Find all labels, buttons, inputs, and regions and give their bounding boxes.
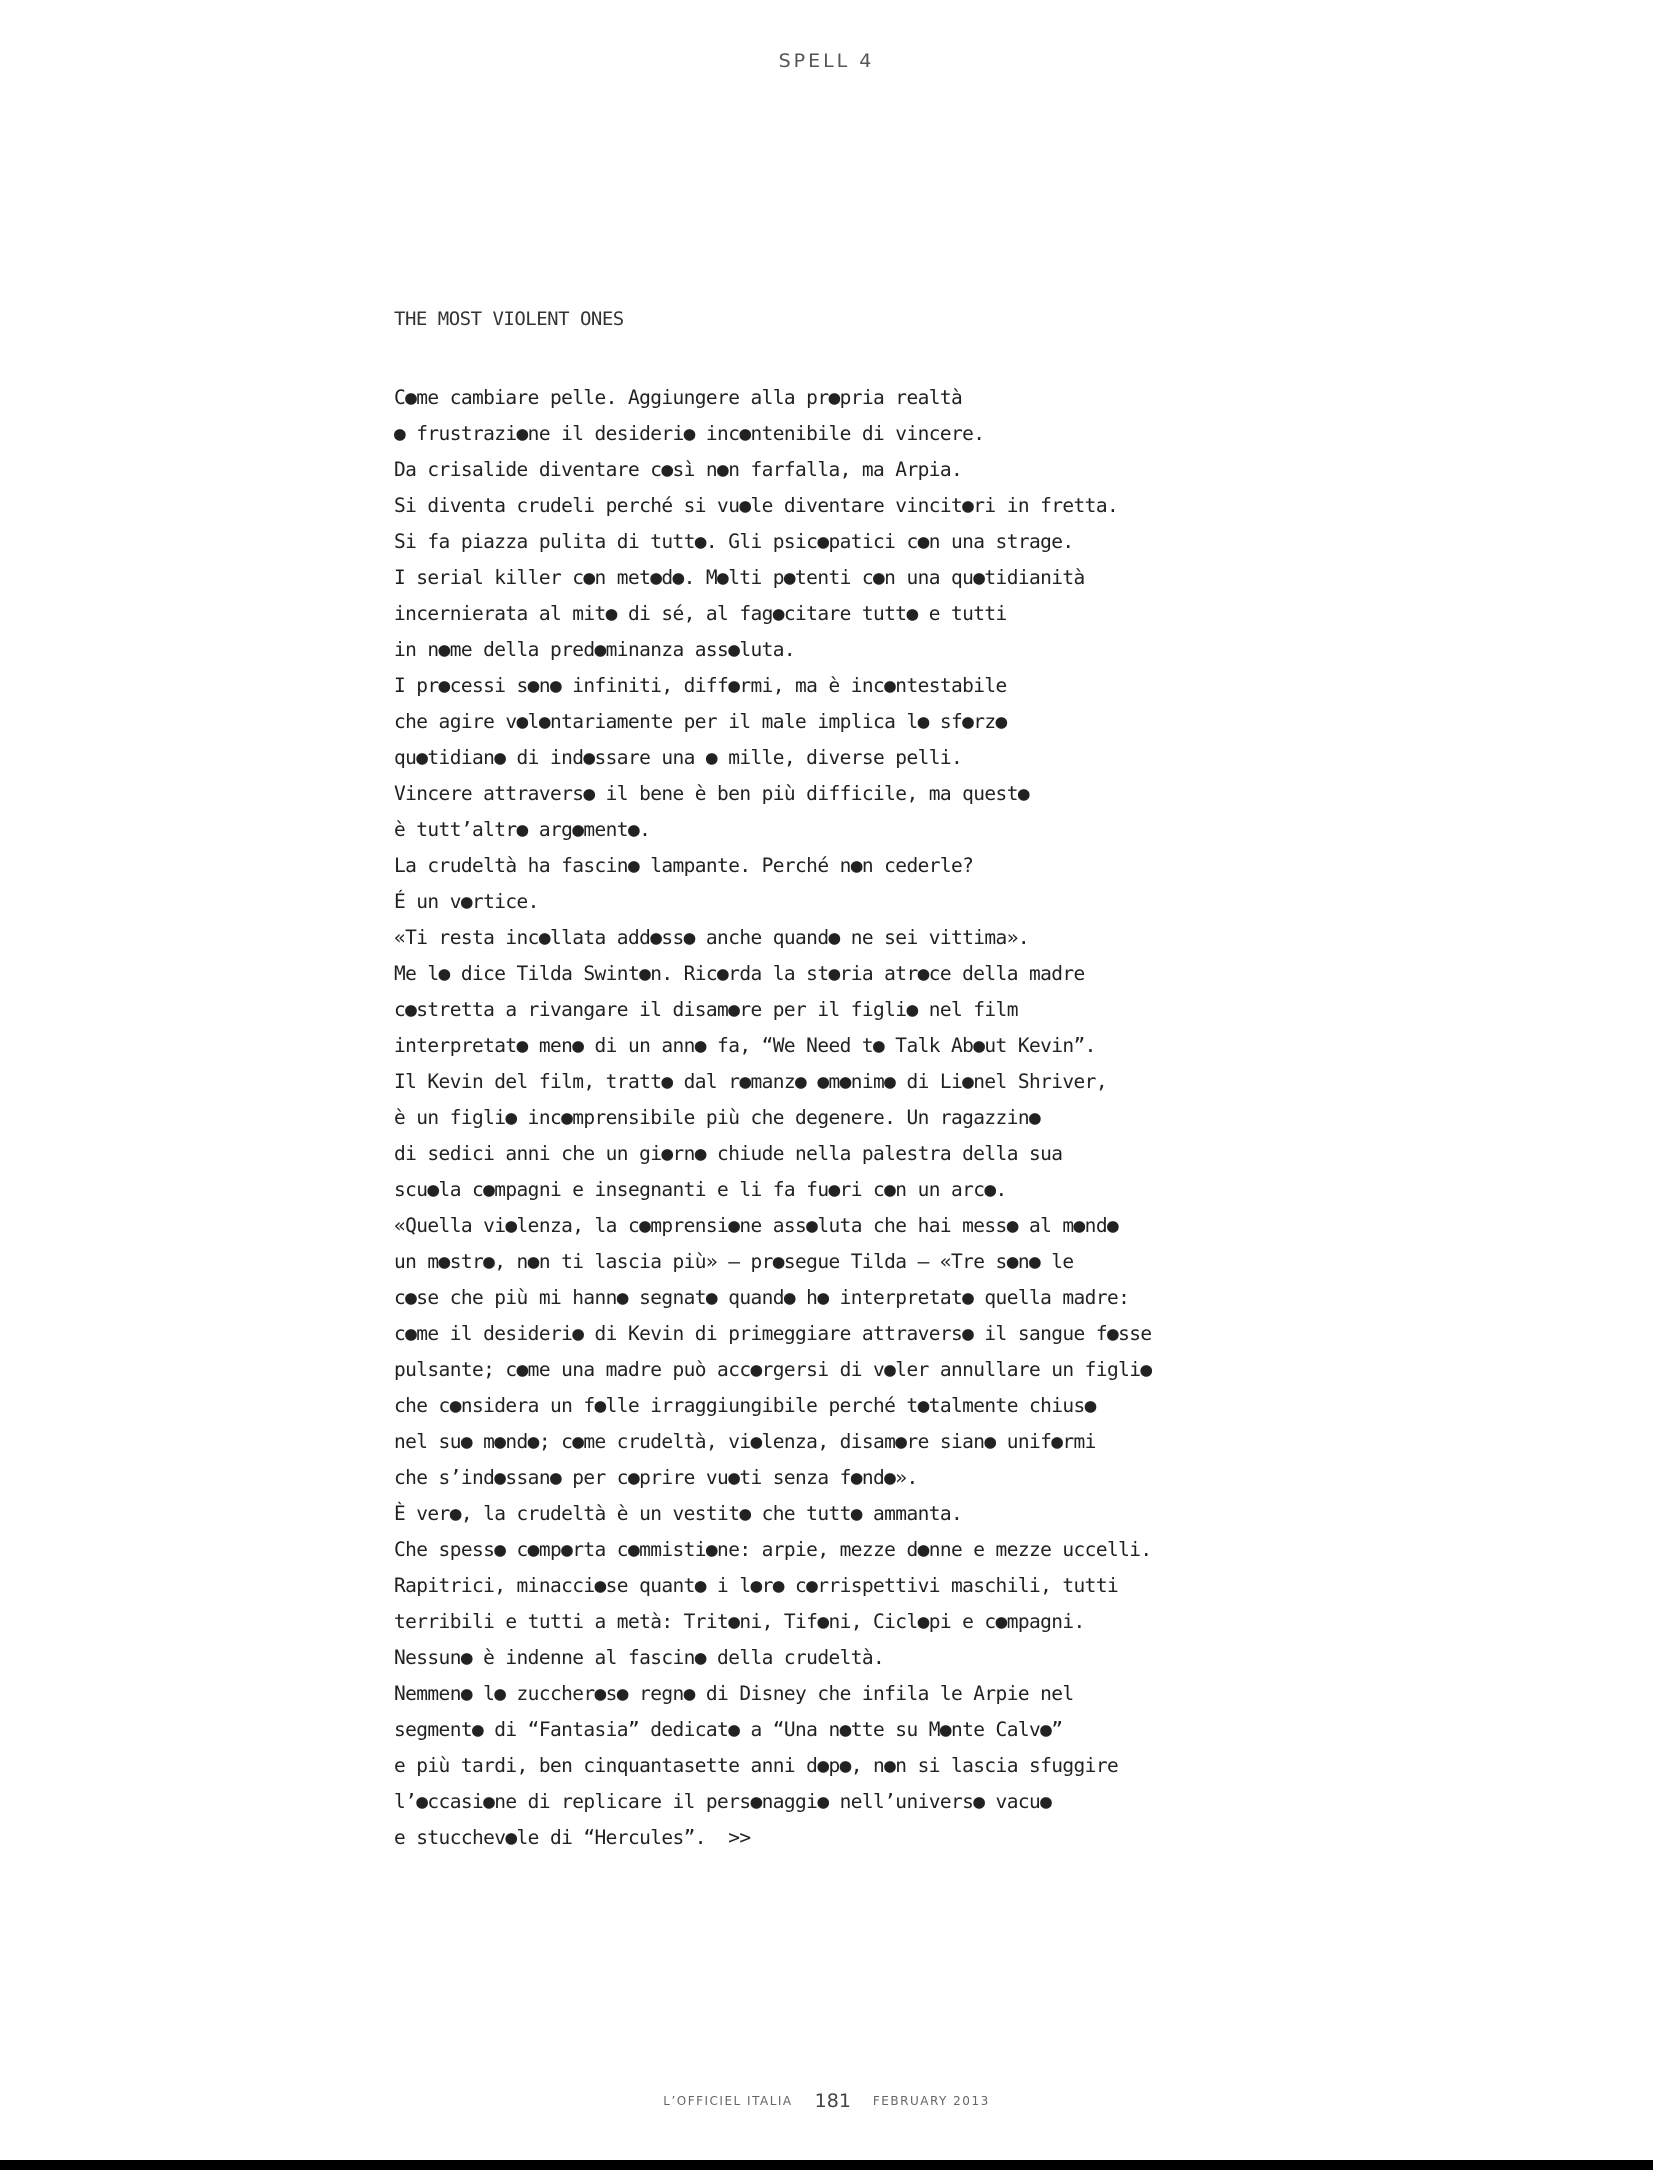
body-line: incernierata al mit● di sé, al fag●citare tutt● e tutti	[394, 602, 1007, 625]
body-line: La crudeltà ha fascin● lampante. Perché n●n cederle?	[394, 854, 974, 877]
body-line: ● frustrazi●ne il desideri● inc●ntenibile di vincere.	[394, 422, 985, 445]
footer-publication: L’OFFICIEL ITALIA	[663, 2094, 793, 2108]
body-line: Me l● dice Tilda Swint●n. Ric●rda la st●ria atr●ce della madre	[394, 962, 1085, 985]
body-line: segment● di “Fantasia” dedicat● a “Una n●tte su M●nte Calv●”	[394, 1718, 1063, 1741]
body-line: che agire v●l●ntariamente per il male implica l● sf●rz●	[394, 710, 1007, 733]
body-line: scu●la c●mpagni e insegnanti e li fa fu●ri c●n un arc●.	[394, 1178, 1007, 1201]
body-line: Il Kevin del film, tratt● dal r●manz● ●m●nim● di Li●nel Shriver,	[394, 1070, 1107, 1093]
body-line: «Quella vi●lenza, la c●mprensi●ne ass●luta che hai mess● al m●nd●	[394, 1214, 1119, 1237]
bottom-edge-bar	[0, 2160, 1653, 2170]
body-line: è tutt’altr● arg●ment●.	[394, 818, 651, 841]
body-line: nel su● m●nd●; c●me crudeltà, vi●lenza, disam●re sian● unif●rmi	[394, 1430, 1096, 1453]
article-title: THE MOST VIOLENT ONES	[394, 308, 624, 330]
body-line: di sedici anni che un gi●rn● chiude nella palestra della sua	[394, 1142, 1063, 1165]
body-line: Vincere attravers● il bene è ben più difficile, ma quest●	[394, 782, 1029, 805]
body-line: C●me cambiare pelle. Aggiungere alla pr●pria realtà	[394, 386, 963, 409]
body-line: terribili e tutti a metà: Trit●ni, Tif●ni, Cicl●pi e c●mpagni.	[394, 1610, 1085, 1633]
body-line: Rapitrici, minacci●se quant● i l●r● c●rrispettivi maschili, tutti	[394, 1574, 1119, 1597]
body-line: Si diventa crudeli perché si vu●le diventare vincit●ri in fretta.	[394, 494, 1119, 517]
body-line: c●me il desideri● di Kevin di primeggiare attravers● il sangue f●sse	[394, 1322, 1152, 1345]
body-line: Nessun● è indenne al fascin● della crudeltà.	[394, 1646, 885, 1669]
body-line: c●stretta a rivangare il disam●re per il figli● nel film	[394, 998, 1018, 1021]
body-line: che s’ind●ssan● per c●prire vu●ti senza f●nd●».	[394, 1466, 918, 1489]
body-line: È ver●, la crudeltà è un vestit● che tutt● ammanta.	[394, 1502, 963, 1525]
body-line: in n●me della pred●minanza ass●luta.	[394, 638, 796, 661]
body-line: e stucchev●le di “Hercules”. >>	[394, 1826, 751, 1849]
body-line: I serial killer c●n met●d●. M●lti p●tenti c●n una qu●tidianità	[394, 566, 1085, 589]
running-head: SPELL 4	[778, 50, 875, 72]
body-line: Si fa piazza pulita di tutt●. Gli psic●patici c●n una strage.	[394, 530, 1074, 553]
body-line: Da crisalide diventare c●sì n●n farfalla, ma Arpia.	[394, 458, 963, 481]
body-line: Che spess● c●mp●rta c●mmisti●ne: arpie, mezze d●nne e mezze uccelli.	[394, 1538, 1152, 1561]
body-line: pulsante; c●me una madre può acc●rgersi di v●ler annullare un figli●	[394, 1358, 1152, 1381]
body-line: che c●nsidera un f●lle irraggiungibile perché t●talmente chius●	[394, 1394, 1096, 1417]
body-line: Nemmen● l● zuccher●s● regn● di Disney che infila le Arpie nel	[394, 1682, 1074, 1705]
body-line: qu●tidian● di ind●ssare una ● mille, diverse pelli.	[394, 746, 963, 769]
body-line: è un figli● inc●mprensibile più che degenere. Un ragazzin●	[394, 1106, 1041, 1129]
footer-date: FEBRUARY 2013	[872, 2094, 990, 2108]
article-body	[394, 380, 1152, 1856]
body-line: I pr●cessi s●n● infiniti, diff●rmi, ma è inc●ntestabile	[394, 674, 1007, 697]
body-line: interpretat● men● di un ann● fa, “We Need t● Talk Ab●ut Kevin”.	[394, 1034, 1096, 1057]
body-line: c●se che più mi hann● segnat● quand● h● interpretat● quella madre:	[394, 1286, 1130, 1309]
page-footer	[0, 2090, 1653, 2112]
footer-page-number: 181	[814, 2090, 851, 2112]
body-line: e più tardi, ben cinquantasette anni d●p●, n●n si lascia sfuggire	[394, 1754, 1119, 1777]
body-line: un m●str●, n●n ti lascia più» – pr●segue Tilda – «Tre s●n● le	[394, 1250, 1074, 1273]
body-line: É un v●rtice.	[394, 890, 539, 913]
body-line: «Ti resta inc●llata add●ss● anche quand● ne sei vittima».	[394, 926, 1029, 949]
body-line: l’●ccasi●ne di replicare il pers●naggi● nell’univers● vacu●	[394, 1790, 1052, 1813]
